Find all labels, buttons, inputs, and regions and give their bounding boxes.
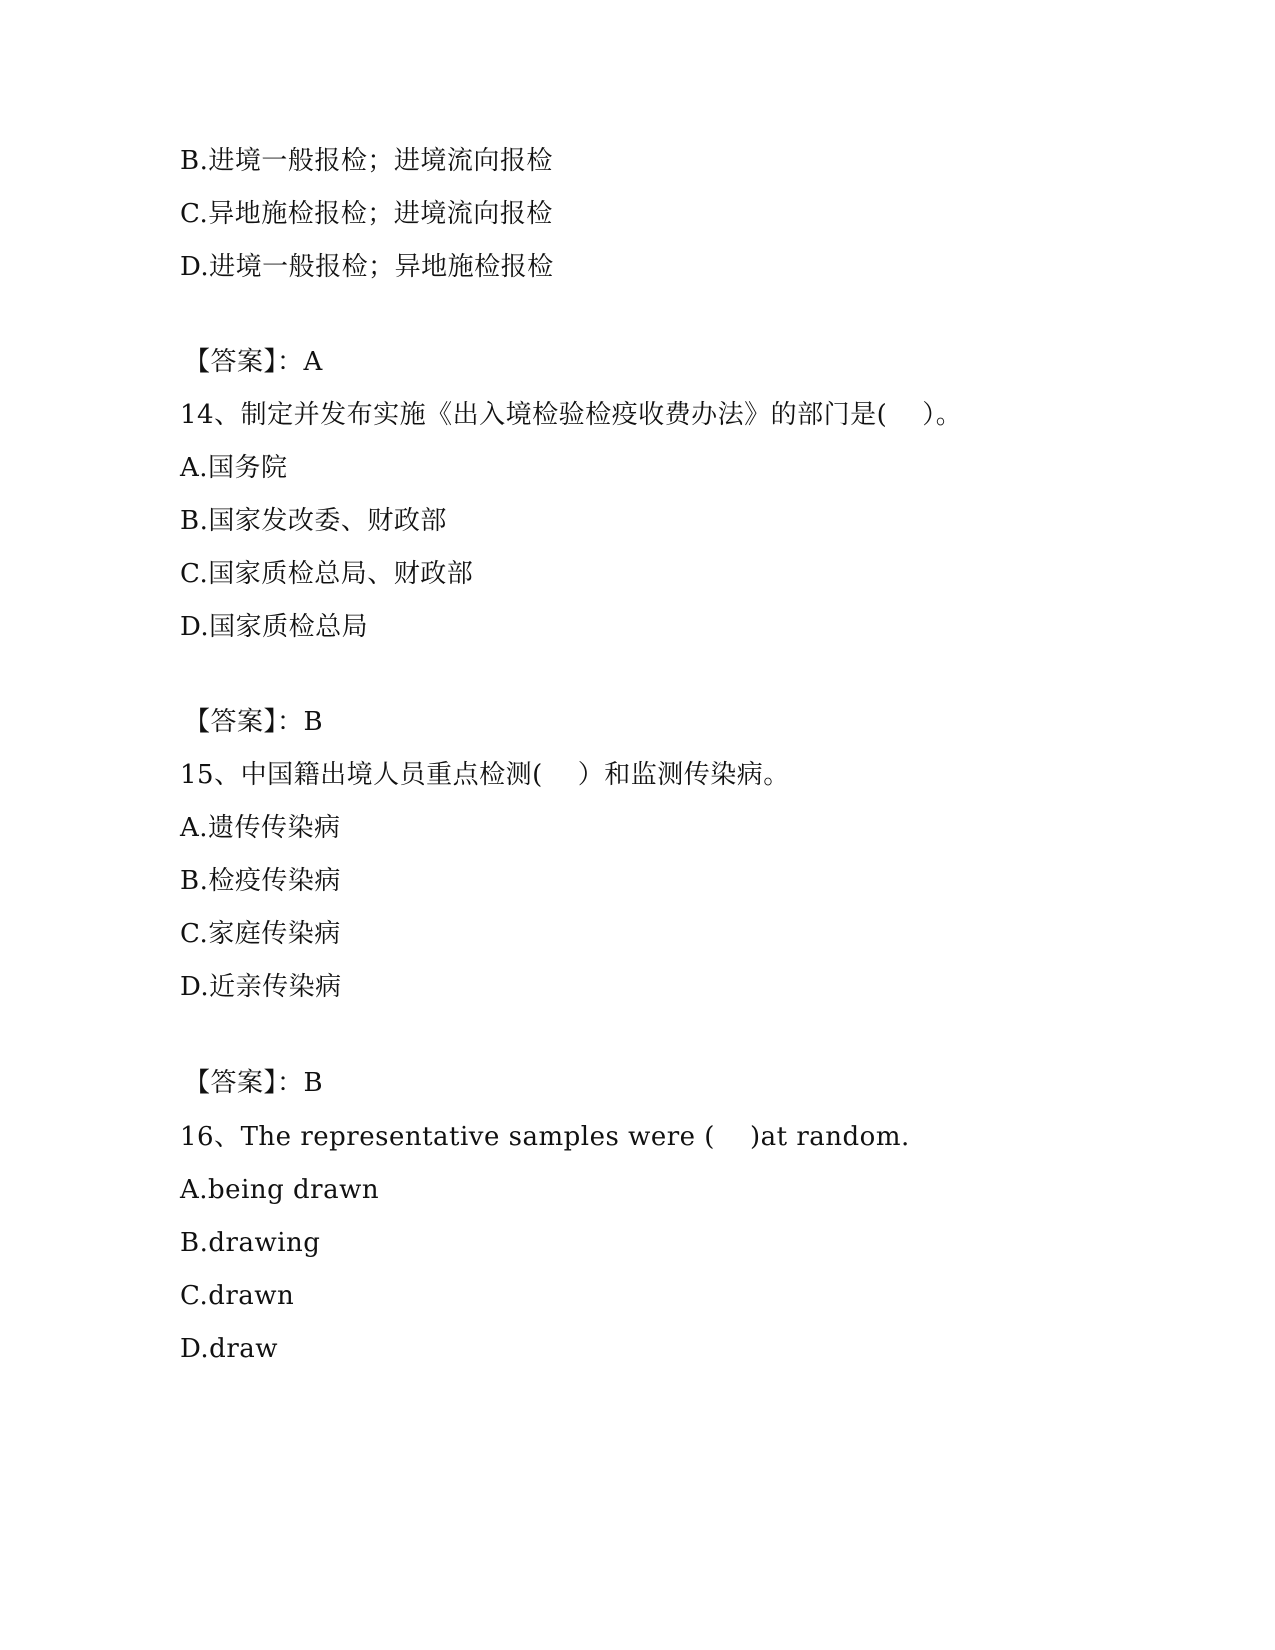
q16-question: 16、The representative samples were ( )at random. (180, 1122, 910, 1152)
q13-option-b: B.进境一般报检；进境流向报检 (180, 146, 553, 176)
q14-question: 14、制定并发布实施《出入境检验检疫收费办法》的部门是( ）。 (180, 400, 963, 430)
q16-option-d: D.draw (180, 1334, 279, 1364)
q16-option-b: B.drawing (180, 1228, 321, 1258)
q14-option-c: C.国家质检总局、财政部 (180, 559, 474, 589)
q16-option-a: A.being drawn (180, 1175, 380, 1205)
q13-answer: 【答案】：A (184, 347, 323, 377)
q15-option-a: A.遗传传染病 (180, 813, 341, 843)
q15-answer: 【答案】：B (184, 1068, 324, 1098)
q14-answer: 【答案】：B (184, 707, 324, 737)
q13-option-d: D.进境一般报检；异地施检报检 (180, 252, 554, 282)
q15-option-d: D.近亲传染病 (180, 972, 342, 1002)
q15-option-b: B.检疫传染病 (180, 866, 341, 896)
q13-option-c: C.异地施检报检；进境流向报检 (180, 199, 553, 229)
q15-question: 15、中国籍出境人员重点检测( ）和监测传染病。 (180, 760, 790, 790)
q14-option-d: D.国家质检总局 (180, 612, 369, 642)
q16-option-c: C.drawn (180, 1281, 295, 1311)
q15-option-c: C.家庭传染病 (180, 919, 341, 949)
q14-option-a: A.国务院 (180, 453, 288, 483)
q14-option-b: B.国家发改委、财政部 (180, 506, 447, 536)
